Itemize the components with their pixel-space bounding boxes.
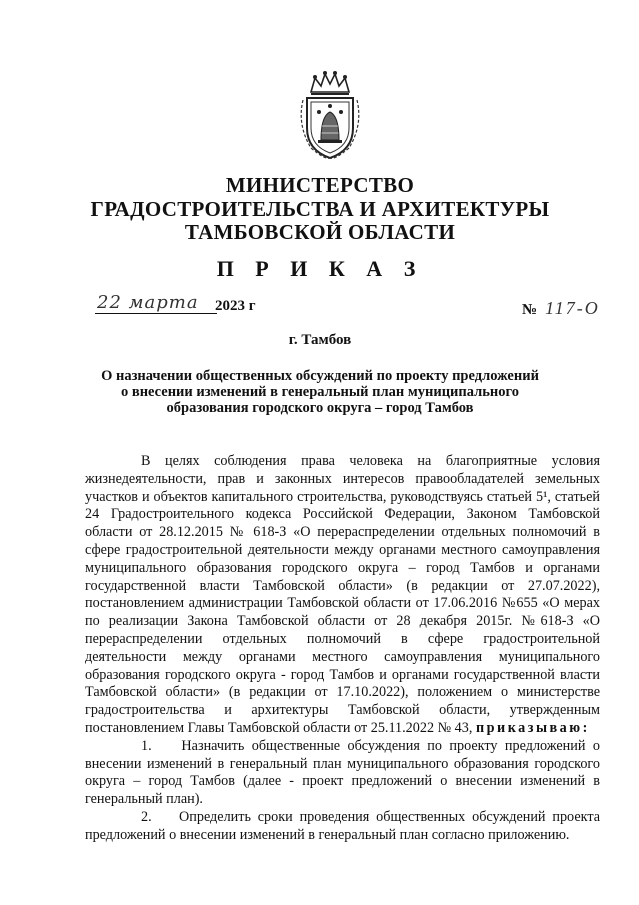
item-2 <box>85 809 600 845</box>
coat-of-arms-icon <box>297 70 363 160</box>
item-2-number: 2. <box>141 808 152 825</box>
item-1 <box>85 738 600 809</box>
order-title: П Р И К А З <box>216 256 424 281</box>
item-2-text: Определить сроки проведения общественных обсуждений проекта предложений о внесении изменений в генеральный план согласно приложению. <box>85 808 600 843</box>
handwritten-date: 22 марта <box>95 292 217 314</box>
ministry-title-line-3: ТАМБОВСКОЙ ОБЛАСТИ <box>184 220 456 244</box>
ministry-title-line-2: ГРАДОСТРОИТЕЛЬСТВА И АРХИТЕКТУРЫ <box>90 197 550 221</box>
preamble-text: В целях соблюдения права человека на благоприятные условия жизнедеятельности, прав и законных интересов правообладателей земельных участков и объектов капитального строительства, руководствуясь статьей 5¹, статьей 24 Градостроительного кодекса Российской Федерации, Законом Тамбовской области от 28.12.2015 № 618-З «О перераспределении отдельных полномочий в сфере градостроительной деятельности между органами местного самоуправления муниципального образования городского округа – город Тамбов и органами государственной власти Тамбовской области» (в редакции от 27.07.2022), постановлением администрации Тамбовской области от 17.06.2016 №655 «О мерах по реализации Закона Тамбовской области от 28 декабря 2015г. №618-З «О перераспределении отдельных полномочий в сфере градостроительной деятельности между органами местного самоуправления муниципального образования городского округа - город Тамбов и органами государственной власти Тамбовской области» (в редакции от 17.10.2022), положением о министерстве градостроительства и архитектуры Тамбовской области, утвержденным постановлением Главы Тамбовской области от 25.11.2022 № 43, <box>85 453 600 736</box>
order-body <box>85 453 600 845</box>
order-number <box>522 298 600 322</box>
ministry-title-line-1: МИНИСТЕРСТВО <box>225 173 415 197</box>
handwritten-number: 117-О <box>545 298 600 318</box>
item-1-number: 1. <box>141 737 152 754</box>
date-year: 2023 г <box>215 298 256 314</box>
order-subject: О назначении общественных обсуждений по проекту предложений о внесении изменений в генеральный план муниципального образования городского округа – город Тамбов <box>101 368 539 416</box>
preamble-paragraph <box>85 453 600 738</box>
order-word: приказываю: <box>475 719 590 736</box>
number-label: № <box>522 302 538 318</box>
item-1-text: Назначить общественные обсуждения по проекту предложений о внесении изменений в генеральный план муниципального образования городского округа – город Тамбов (далее - проект предложений о внесении изменений в генеральный план). <box>85 737 600 808</box>
city: г. Тамбов <box>288 332 352 348</box>
